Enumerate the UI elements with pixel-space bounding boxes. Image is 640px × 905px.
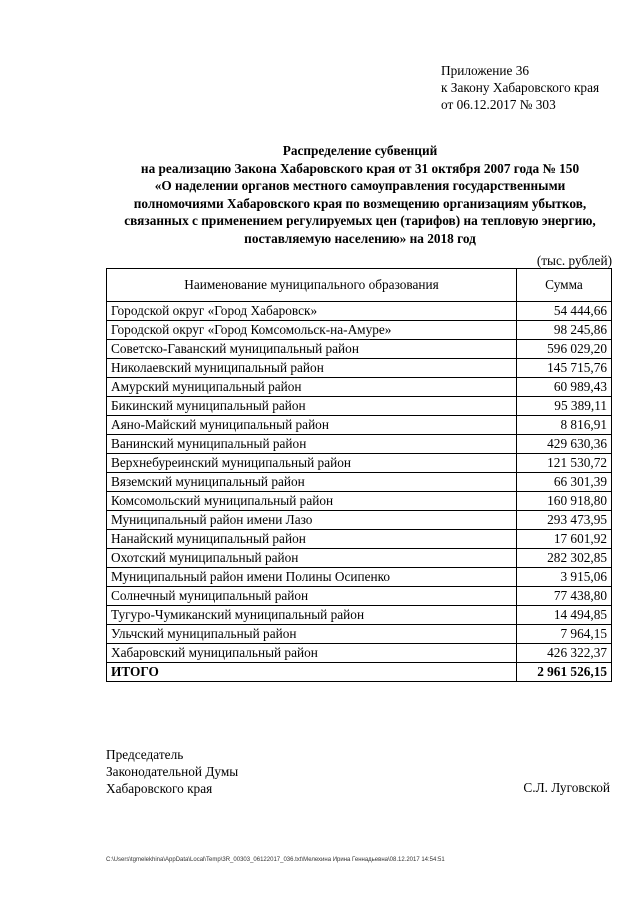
table-row: [107, 359, 612, 378]
municipality-name: Вяземский муниципальный район: [107, 473, 517, 492]
municipality-name: Амурский муниципальный район: [107, 378, 517, 397]
table-row: [107, 530, 612, 549]
table-row: [107, 492, 612, 511]
amount: 293 473,95: [517, 511, 612, 530]
table-row: [107, 454, 612, 473]
table-row: [107, 435, 612, 454]
municipality-name: Нанайский муниципальный район: [107, 530, 517, 549]
file-path-footer: C:\Users\tgmelekhina\AppData\Local\Temp\3R_00303_06122017_036.txt\Мелехина Ирина Геннадьевна\08.12.2017 14:54:51: [106, 857, 445, 863]
total-row: [107, 663, 612, 682]
table-header-row: [107, 269, 612, 302]
table-row: [107, 340, 612, 359]
title-line: поставляемую населению» на 2018 год: [244, 230, 476, 246]
header-sum: Сумма: [517, 269, 612, 302]
municipality-name: Верхнебуреинский муниципальный район: [107, 454, 517, 473]
amount: 60 989,43: [517, 378, 612, 397]
amount: 95 389,11: [517, 397, 612, 416]
title-line: «О наделении органов местного самоуправления государственными: [154, 178, 566, 193]
municipality-name: Городской округ «Город Хабаровск»: [107, 302, 517, 321]
municipality-name: Муниципальный район имени Полины Осипенко: [107, 568, 517, 587]
table-row: [107, 549, 612, 568]
municipality-name: Ванинский муниципальный район: [107, 435, 517, 454]
amount: 54 444,66: [517, 302, 612, 321]
table-row: [107, 606, 612, 625]
municipality-name: Городской округ «Город Комсомольск-на-Амуре»: [107, 321, 517, 340]
amount: 3 915,06: [517, 568, 612, 587]
annex-law: к Закону Хабаровского края: [441, 80, 600, 95]
table-row: [107, 473, 612, 492]
amount: 121 530,72: [517, 454, 612, 473]
annex-header: [441, 62, 599, 113]
table-row: [107, 587, 612, 606]
amount: 17 601,92: [517, 530, 612, 549]
table-row: [107, 568, 612, 587]
amount: 282 302,85: [517, 549, 612, 568]
title-line: на реализацию Закона Хабаровского края от 31 октября 2007 года № 150: [140, 160, 580, 176]
signature-title: Председатель: [106, 747, 184, 762]
signature-block: [106, 746, 238, 797]
table-row: [107, 644, 612, 663]
municipality-name: Николаевский муниципальный район: [107, 359, 517, 378]
signature-name: С.Л. Луговской: [523, 780, 610, 795]
table-row: [107, 625, 612, 644]
municipality-name: Муниципальный район имени Лазо: [107, 511, 517, 530]
signature-title: Хабаровского края: [106, 781, 213, 796]
annex-date: от 06.12.2017 № 303: [441, 97, 556, 112]
amount: 160 918,80: [517, 492, 612, 511]
amount: 596 029,20: [517, 340, 612, 359]
document-title: [90, 142, 630, 247]
units-label: (тыс. рублей): [536, 253, 612, 268]
amount: 429 630,36: [517, 435, 612, 454]
amount: 8 816,91: [517, 416, 612, 435]
annex-number: Приложение 36: [441, 63, 529, 78]
amount: 66 301,39: [517, 473, 612, 492]
amount: 426 322,37: [517, 644, 612, 663]
table-row: [107, 321, 612, 340]
table-row: [107, 397, 612, 416]
municipality-name: Советско-Гаванский муниципальный район: [107, 340, 517, 359]
signature-title: Законодательной Думы: [106, 764, 239, 779]
table-row: [107, 302, 612, 321]
municipality-name: Тугуро-Чумиканский муниципальный район: [107, 606, 517, 625]
table-row: [107, 511, 612, 530]
municipality-name: Охотский муниципальный район: [107, 549, 517, 568]
title-line: полномочиями Хабаровского края по возмещению организациям убытков,: [133, 195, 587, 211]
total-amount: 2 961 526,15: [517, 663, 612, 682]
amount: 14 494,85: [517, 606, 612, 625]
title-line: связанных с применением регулируемых цен (тарифов) на тепловую энергию,: [124, 213, 596, 228]
header-name: Наименование муниципального образования: [107, 269, 517, 302]
amount: 98 245,86: [517, 321, 612, 340]
table-row: [107, 416, 612, 435]
municipality-name: Бикинский муниципальный район: [107, 397, 517, 416]
amount: 145 715,76: [517, 359, 612, 378]
table-row: [107, 378, 612, 397]
title-line: Распределение субвенций: [282, 143, 438, 158]
municipality-name: Ульчский муниципальный район: [107, 625, 517, 644]
municipality-name: Хабаровский муниципальный район: [107, 644, 517, 663]
amount: 77 438,80: [517, 587, 612, 606]
subsidy-table: [106, 268, 612, 682]
municipality-name: Аяно-Майский муниципальный район: [107, 416, 517, 435]
municipality-name: Солнечный муниципальный район: [107, 587, 517, 606]
municipality-name: Комсомольский муниципальный район: [107, 492, 517, 511]
amount: 7 964,15: [517, 625, 612, 644]
total-label: ИТОГО: [107, 663, 517, 682]
